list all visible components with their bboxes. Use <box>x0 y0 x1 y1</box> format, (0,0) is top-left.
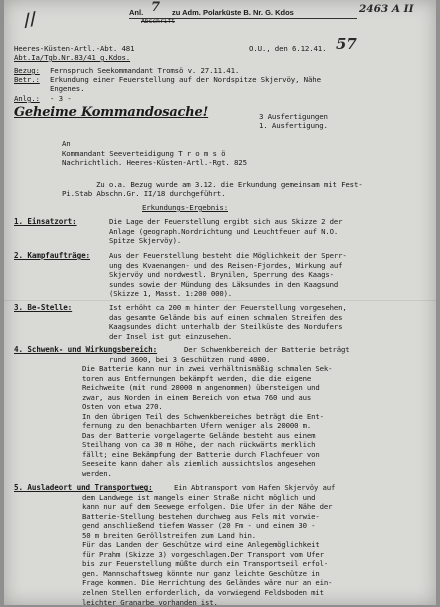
section-2-line: Skjervöy und nordwestl. Brynilen, Sperrung des Kaags- <box>109 270 334 280</box>
struck-copy-label: Abschrift <box>141 17 175 25</box>
reference-stamp-handwritten-number: 7 <box>151 0 161 15</box>
section-4-body <box>109 355 270 365</box>
section-5-line: bis zur Feuerstellung müßte durch ein Transportseil erfol- <box>82 559 329 569</box>
section-2-line: ung des Kvaenangen- und des Reisen-Fjordes, Wirkung auf <box>109 260 343 270</box>
section-4-line: Seeseite kann daher als ziemlich aussichtslos angesehen <box>82 459 316 469</box>
section-2-line: (Skizze 1, Masst. 1:200 000). <box>109 289 233 299</box>
subject-line-1: Erkundung einer Feuerstellung auf der Nordspitze Skjervöy, Nähe <box>50 75 321 84</box>
reference-label: Bezug: <box>14 66 40 75</box>
section-5-first-line: Ein Abtransport vom Hafen Skjervöy auf <box>174 483 336 492</box>
section-4-line: fernung zu den benachbarten Ufern weniger als 20000 m. <box>82 421 312 431</box>
section-5-line: leichter Granarbe vorhanden ist. <box>82 597 218 605</box>
section-5-line: 50 m breiten Geröllstreifen zum Land hin. <box>82 530 256 540</box>
section-5-line: dem Landwege ist mangels einer Straße nicht möglich und <box>82 492 316 502</box>
section-4-line: Das der Batterie vorgelagerte Gelände besteht aus einem <box>82 430 316 440</box>
section-2-heading: 2. Kampfaufträge: <box>14 251 91 260</box>
section-3-line: Kaagsundes dicht unterhalb der Steilküste des Nordufers <box>109 322 343 332</box>
recipient: Kommandant Seeverteidigung T r o m s ö <box>62 149 226 158</box>
section-3-line: der Insel ist gut einzusehen. <box>109 331 233 341</box>
reference-stamp-file-number: 2463 A II <box>359 3 414 15</box>
reference-text: Fernspruch Seekommandant Tromsö v. 27.11.41. <box>50 66 240 75</box>
section-1-line: Spitze Skjervöy). <box>109 236 182 246</box>
section-3-body <box>109 303 347 341</box>
section-5-line: gen. Mannschaftsweg könnte nur ganz leichte Geschütze in <box>82 568 320 578</box>
section-4-line: Osten von etwa 270. <box>82 402 163 412</box>
section-4-line: Die Batterie kann nur in zwei verhältnismäßig schmalen Sek- <box>82 364 333 373</box>
section-4-line: fällt; eine Bekämpfung der Batterie durch Flachfeuer von <box>82 449 320 459</box>
section-3-line: das gesamte Gelände bis auf einen schmalen Streifen des <box>109 312 343 322</box>
document-page <box>4 0 436 605</box>
subject-label: Betr.: <box>14 75 40 84</box>
section-3-line: Ist erhöht ca 200 m hinter der Feuerstellung vorgesehen, <box>109 303 347 312</box>
section-5-line: Frage kommen. Die Herrichtung des Geländes wäre nur an ein- <box>82 578 333 588</box>
section-4-body-continued <box>82 364 332 479</box>
section-1-heading: 1. Einsatzort: <box>14 217 77 226</box>
section-4-line: toren aus Entfernungen bekämpft werden, die die eigene <box>82 373 312 383</box>
recipient-label: An <box>62 139 71 148</box>
section-5-line: gend anschließend tiefem Wasser (20 Fm - und einem 30 - <box>82 521 316 531</box>
section-1-line: Die Lage der Feuerstellung ergibt sich aus Skizze 2 der <box>109 217 343 226</box>
section-5-line: für Prahm (Skizze 3) vorgeschlagen.Der Transport vom Ufer <box>82 549 324 559</box>
section-2-body <box>109 251 347 299</box>
subject-line-2: Engenes. <box>50 84 85 93</box>
reference-stamp-prefix: Anl. <box>129 8 144 17</box>
fold-crease <box>4 300 436 301</box>
intro-line-1: Zu o.a. Bezug wurde am 3.12. die Erkundung gemeinsam mit Fest- <box>96 180 363 189</box>
section-4-heading: 4. Schwenk- und Wirkungsbereich: <box>14 345 158 354</box>
intro-line-2: Pi.Stab Abschn.Gr. II/18 durchgeführt. <box>62 189 226 198</box>
section-1-line: Anlage (geograph.Nordrichtung und Leuchtfeuer auf N.O. <box>109 226 339 236</box>
section-2-line: Aus der Feuerstellung besteht die Möglichkeit der Sperr- <box>109 251 347 260</box>
section-4-line: Steilhang von ca 30 m Höhe, der nach rückwärts merklich <box>82 440 316 450</box>
section-1-body <box>109 217 342 246</box>
section-4-line: zwar, aus Norden in einem Bereich von etwa 760 und aus <box>82 392 312 402</box>
sender-file-number: Abt.Ia/Tgb.Nr.83/41 g.Kdos. <box>14 53 131 62</box>
copy-count: 3 Ausfertigungen <box>259 112 328 121</box>
corner-handwritten-mark: // <box>21 8 39 32</box>
attachments-label: Anlg.: <box>14 94 40 103</box>
section-2-line: sundes sowie der Mündung des Läksundes in den Kaagsund <box>109 279 339 289</box>
section-5-line: Für das Landen der Geschütze wird eine Anlegemöglichkeit <box>82 540 320 550</box>
section-4-line: In den übrigen Teil des Schwenkbereiches beträgt die Ent- <box>82 411 324 421</box>
attachments-count: - 3 - <box>50 94 72 103</box>
copy-recipient: Nachrichtlich. Heeres-Küsten-Artl.-Rgt. 825 <box>62 158 247 167</box>
section-5-line: zelnen Stellen erforderlich, da vorwiegend Feldsboden mit <box>82 587 324 597</box>
section-4-line: rund 3600, bei 3 Geschützen rund 4000. <box>109 354 271 364</box>
section-5-line: kann nur auf dem Seewege erfolgen. Die Ufer in der Nähe der <box>82 502 333 512</box>
section-5-body <box>82 493 332 606</box>
section-5-line: Batterie-Stellung bestehen durchweg aus Fels mit vorwie- <box>82 511 320 521</box>
section-3-heading: 3. Be-Stelle: <box>14 303 73 312</box>
sender-unit: Heeres-Küsten-Artl.-Abt. 481 <box>14 44 135 53</box>
section-4-first-line: Der Schwenkbereich der Batterie beträgt <box>184 345 350 354</box>
result-heading: Erkundungs-Ergebnis: <box>142 203 228 212</box>
section-5-heading: 5. Ausladeort und Transportweg: <box>14 483 153 492</box>
section-4-line: werden. <box>82 469 112 479</box>
copy-number: 1. Ausfertigung. <box>259 121 328 130</box>
place-date: O.U., den 6.12.41. <box>249 44 327 53</box>
section-4-line: Reichweite (mit rund 20000 m angenommen) übersteigen und <box>82 383 320 393</box>
classification-title: Geheime Kommandosache! <box>14 105 209 120</box>
handwritten-page-number: 57 <box>336 35 357 53</box>
reference-stamp: zu Adm. Polarküste B. Nr. G. Kdos <box>172 8 294 17</box>
